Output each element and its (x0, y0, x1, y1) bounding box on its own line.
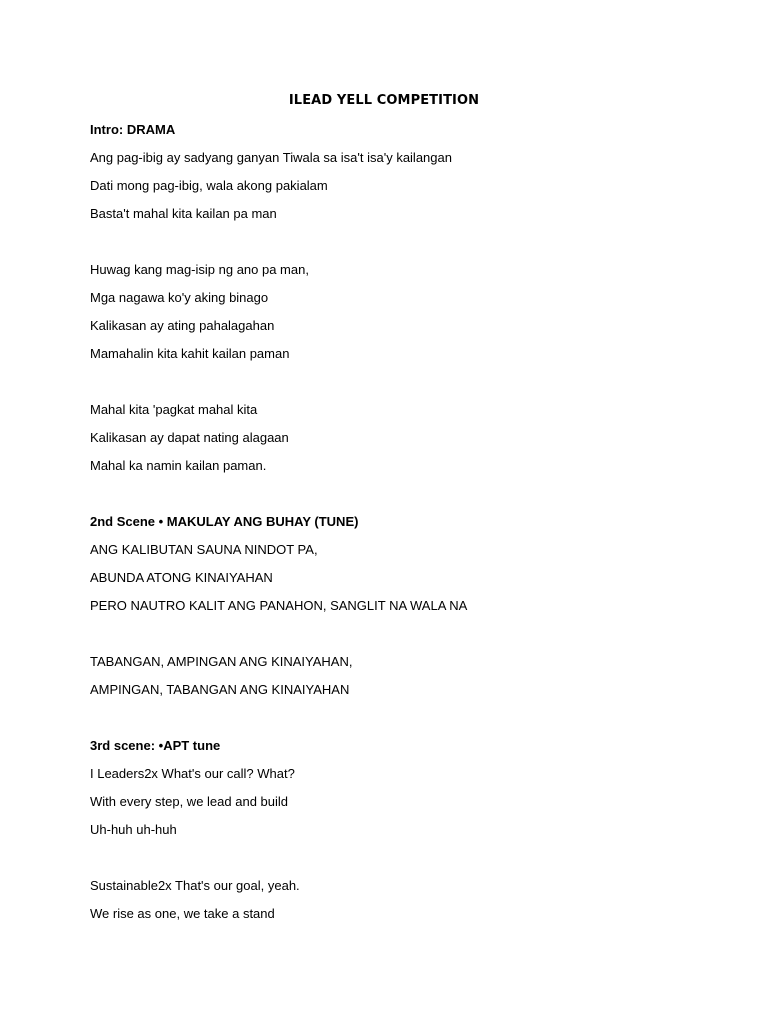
lyric-line: I Leaders2x What's our call? What? (90, 766, 295, 781)
lyric-line: TABANGAN, AMPINGAN ANG KINAIYAHAN, (90, 654, 353, 669)
lyric-line: ANG KALIBUTAN SAUNA NINDOT PA, (90, 542, 318, 557)
lyric-line: Basta't mahal kita kailan pa man (90, 206, 277, 221)
lyric-line: Huwag kang mag-isip ng ano pa man, (90, 262, 309, 277)
lyric-line: Mahal kita 'pagkat mahal kita (90, 402, 258, 417)
scene2-heading: 2nd Scene • MAKULAY ANG BUHAY (TUNE) (90, 514, 359, 529)
lyric-line: Mga nagawa ko'y aking binago (90, 290, 269, 305)
lyric-line: With every step, we lead and build (90, 794, 288, 809)
document-title: ILEAD YELL COMPETITION (288, 93, 480, 108)
lyric-line: We rise as one, we take a stand (90, 906, 275, 921)
lyric-line: Mahal ka namin kailan paman. (90, 458, 267, 473)
lyric-line: Kalikasan ay dapat nating alagaan (90, 430, 289, 445)
lyric-line: Ang pag-ibig ay sadyang ganyan Tiwala sa isa't isa'y kailangan (90, 150, 452, 165)
lyric-line: Dati mong pag-ibig, wala akong pakialam (90, 178, 328, 193)
scene3-heading: 3rd scene: •APT tune (90, 738, 221, 753)
intro-heading: Intro: DRAMA (90, 122, 176, 137)
lyric-line: ABUNDA ATONG KINAIYAHAN (90, 570, 273, 585)
lyric-line: PERO NAUTRO KALIT ANG PANAHON, SANGLIT NA WALA NA (90, 598, 468, 613)
lyric-line: Uh-huh uh-huh (90, 822, 177, 837)
lyric-line: Sustainable2x That's our goal, yeah. (90, 878, 300, 893)
lyric-line: AMPINGAN, TABANGAN ANG KINAIYAHAN (90, 682, 350, 697)
lyric-line: Kalikasan ay ating pahalagahan (90, 318, 275, 333)
lyric-line: Mamahalin kita kahit kailan paman (90, 346, 290, 361)
